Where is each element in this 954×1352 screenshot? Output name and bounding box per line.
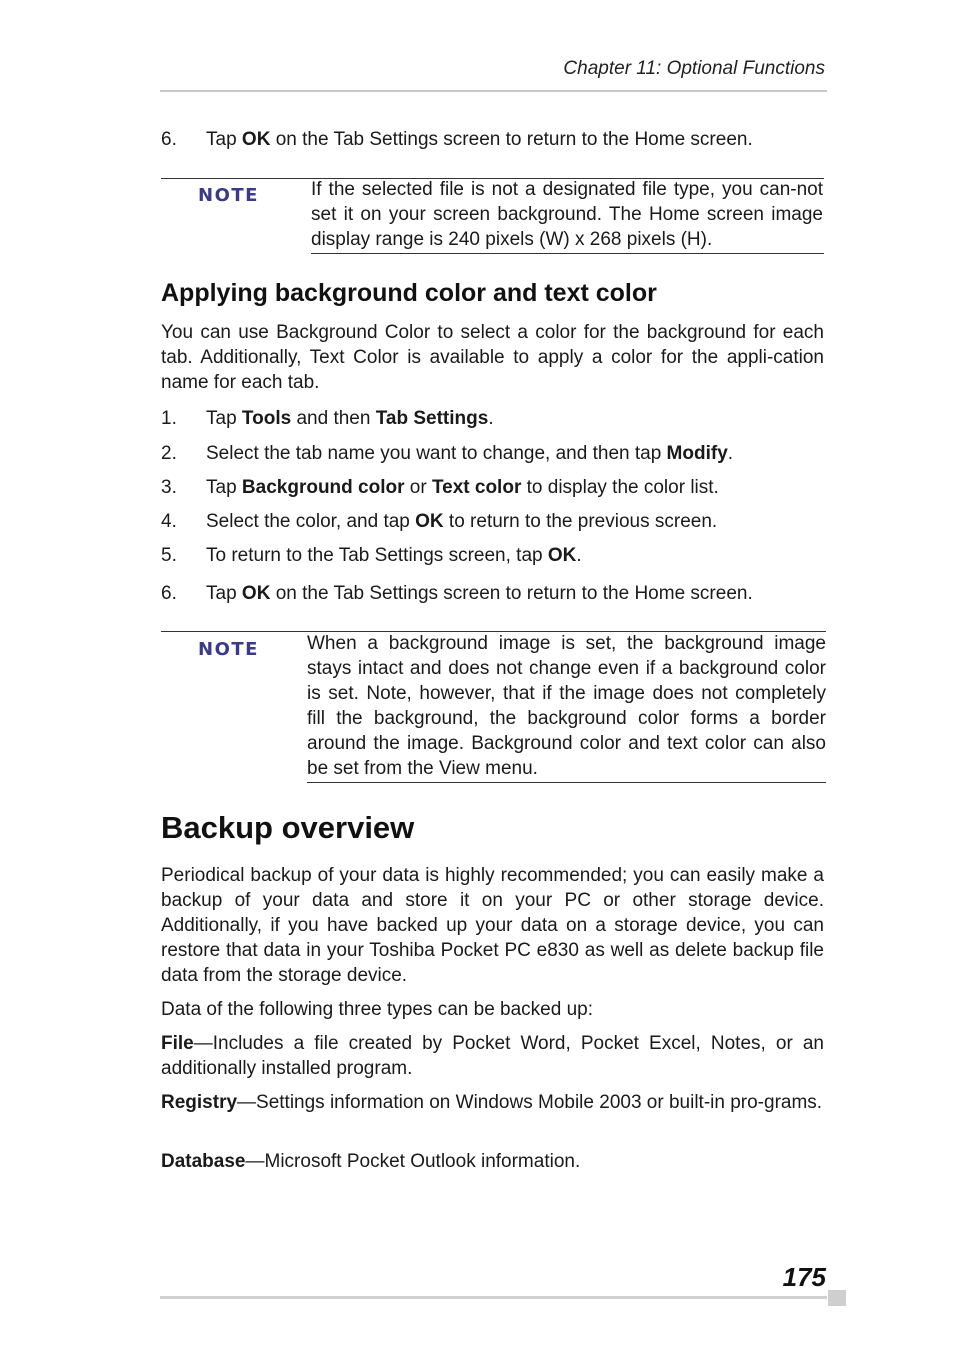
step-item [161, 509, 717, 534]
note-label: NOTE [198, 639, 259, 660]
step-item [161, 441, 733, 466]
note-text: When a background image is set, the background image stays intact and does not change even if a background color is set. Note, however, that if the image does not completely fill the background, the background color forms a border around the image. Background color and text color can also be set from the View menu. [307, 633, 826, 779]
section-intro: You can use Background Color to select a color for the background for each tab. Additionally, Text Color is available to apply a color for the appli-cation name for each tab. [161, 322, 824, 393]
step-bold: Modify [666, 443, 728, 464]
step-number: 6. [161, 583, 177, 604]
definition-item [161, 1090, 824, 1115]
note-bottom-rule [307, 782, 826, 783]
step-item [161, 475, 719, 500]
step-text: Tap [206, 477, 242, 498]
step-number: 4. [161, 511, 177, 532]
note-text: If the selected file is not a designated file type, you can-not set it on your screen background. The Home screen image display range is 240 pixels (W) x 268 pixels (H). [311, 179, 823, 250]
step-text: and then [291, 408, 376, 429]
step-number: 5. [161, 545, 177, 566]
definition-item [161, 1031, 824, 1081]
step-bold: Tools [241, 408, 292, 429]
definition-term: Registry [161, 1092, 238, 1113]
step-text: . [727, 443, 734, 464]
step-item [161, 406, 494, 431]
footer-marker [828, 1290, 846, 1306]
note-label: NOTE [198, 185, 259, 206]
note-bottom-rule [311, 253, 824, 254]
step-number: 1. [161, 408, 177, 429]
footer-rule [160, 1296, 827, 1299]
step-bold: Text color [431, 477, 522, 498]
step-bold: Tab Settings [375, 408, 489, 429]
definition-term: File [161, 1033, 194, 1054]
step-text: or [404, 477, 432, 498]
step-text: Select the color, and tap [206, 511, 416, 532]
definition-desc: —Includes a file created by Pocket Word, Pocket Excel, Notes, or an additionally installed program. [161, 1033, 824, 1079]
step-text: on the Tab Settings screen to return to the Home screen. [270, 583, 753, 604]
step-text: to return to the previous screen. [443, 511, 718, 532]
step-text: To return to the Tab Settings screen, tap [206, 545, 548, 566]
section-heading: Applying background color and text color [161, 279, 657, 307]
section-title: Backup overview [161, 810, 415, 845]
step-item [161, 581, 753, 606]
step-number: 3. [161, 477, 177, 498]
step-bold: OK [547, 545, 577, 566]
step-text: on the Tab Settings screen to return to the Home screen. [270, 129, 753, 150]
step-item [161, 543, 582, 568]
definition-item [161, 1149, 824, 1174]
step-text: . [576, 545, 582, 566]
step-text: Select the tab name you want to change, and then tap [206, 443, 667, 464]
definition-desc: —Settings information on Windows Mobile 2003 or built-in pro-grams. [237, 1092, 823, 1113]
chapter-header: Chapter 11: Optional Functions [563, 58, 825, 79]
definition-desc: —Microsoft Pocket Outlook information. [245, 1151, 581, 1172]
step-bold: OK [241, 583, 271, 604]
step-number: 2. [161, 443, 177, 464]
step-number: 6. [161, 129, 177, 150]
definition-term: Database [161, 1151, 246, 1172]
paragraph: Periodical backup of your data is highly recommended; you can easily make a backup of your data and store it on your PC or other storage device. Additionally, if you have backed up your data on a storage device, you can restore that data in your Toshiba Pocket PC e830 as well as delete backup file data from the storage device. [161, 865, 824, 986]
step-text: Tap [206, 129, 242, 150]
step-bold: OK [241, 129, 271, 150]
step-text: Tap [206, 583, 242, 604]
step-text: . [488, 408, 494, 429]
step-text: Tap [206, 408, 242, 429]
step-bold: Background color [241, 477, 405, 498]
header-rule [160, 90, 827, 92]
page-number: 175 [782, 1262, 826, 1292]
paragraph: Data of the following three types can be backed up: [161, 999, 593, 1020]
step-item [161, 127, 753, 152]
step-bold: OK [415, 511, 444, 532]
step-text: to display the color list. [521, 477, 719, 498]
